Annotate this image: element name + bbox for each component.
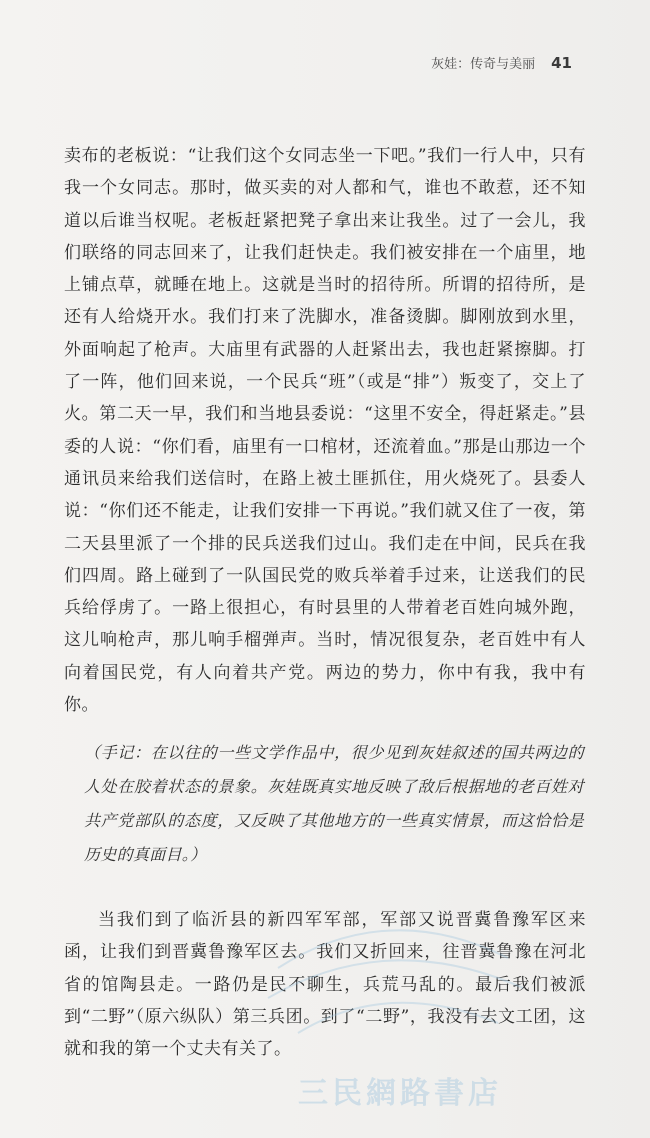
running-title: 灰娃：传奇与美丽	[431, 57, 536, 72]
running-header	[431, 53, 572, 72]
body-paragraph-2: 当我们到了临沂县的新四军军部，军部又说晋冀鲁豫军区来函，让我们到晋冀鲁豫军区去。我们又折回来，往晋冀鲁豫在河北省的馆陶县走。一路仍是民不聊生，兵荒马乱的。最后我们被派到“二野”（原六纵队）第三兵团。到了“二野”，我没有去文工团，这就和我的第一个丈夫有关了。	[64, 910, 586, 1060]
svg-text:三民網路書店: 三民網路書店	[298, 1076, 502, 1111]
page-number: 41	[551, 54, 572, 72]
author-note: （手记：在以往的一些文学作品中，很少见到灰娃叙述的国共两边的人处在胶着状态的景象。灰娃既真实地反映了敌后根据地的老百姓对共产党部队的态度，又反映了其他地方的一些真实情景，而这恰恰是历史的真面目。）	[84, 743, 584, 864]
body-paragraph-1: 卖布的老板说：“让我们这个女同志坐一下吧。”我们一行人中，只有我一个女同志。那时，做买卖的对人都和气，谁也不敢惹，还不知道以后谁当权呢。老板赶紧把凳子拿出来让我坐。过了一会儿，我们联络的同志回来了，让我们赶快走。我们被安排在一个庙里，地上铺点草，就睡在地上。这就是当时的招待所。所谓的招待所，是还有人给烧开水。我们打来了洗脚水，准备烫脚。脚刚放到水里，外面响起了枪声。大庙里有武器的人赶紧出去，我也赶紧擦脚。打了一阵，他们回来说，一个民兵“班”（或是“排”）叛变了，交上了火。第二天一早，我们和当地县委说：“这里不安全，得赶紧走。”县委的人说：“你们看，庙里有一口棺材，还流着血。”那是山那边一个通讯员来给我们送信时，在路上被土匪抓住，用火烧死了。县委人说：“你们还不能走，让我们安排一下再说。”我们就又住了一夜，第二天县里派了一个排的民兵送我们过山。我们走在中间，民兵在我们四周。路上碰到了一队国民党的败兵举着手过来，让送我们的民兵给俘虏了。一路上很担心，有时县里的人带着老百姓向城外跑，这儿响枪声，那儿响手榴弹声。当时，情况很复杂，老百姓中有人向着国民党，有人向着共产党。两边的势力，你中有我，我中有你。	[64, 146, 586, 716]
